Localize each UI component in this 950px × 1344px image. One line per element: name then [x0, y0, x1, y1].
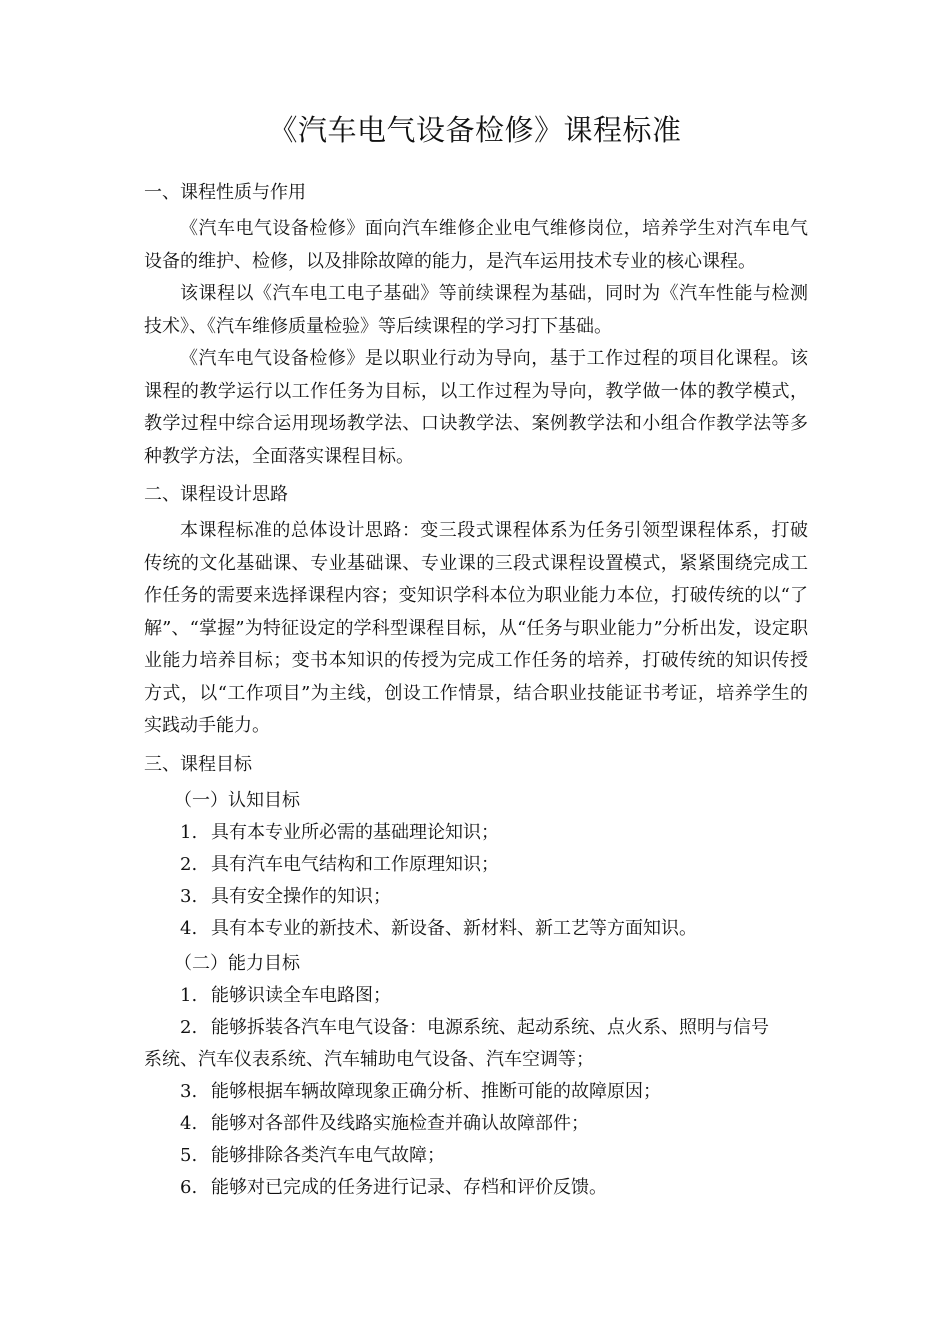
list-text: 具有汽车电气结构和工作原理知识；: [211, 853, 499, 875]
list-text: 能够识读全车电路图；: [211, 984, 391, 1006]
document-body: [144, 171, 808, 1204]
list-text: 具有本专业所必需的基础理论知识；: [211, 821, 499, 843]
subsection-heading-cognitive: （一）认知目标: [174, 789, 300, 811]
list-number: 2.: [180, 1016, 198, 1038]
section-heading-3: 三、课程目标: [144, 753, 252, 775]
list-item: [144, 1140, 808, 1172]
list-number: 4.: [180, 917, 198, 939]
list-item: [144, 1012, 808, 1044]
list-item: [144, 849, 808, 881]
list-item: [144, 1108, 808, 1140]
paragraph: 《汽车电气设备检修》面向汽车维修企业电气维修岗位，培养学生对汽车电气设备的维护、检修，以及排除故障的能力，是汽车运用技术专业的核心课程。: [144, 218, 808, 272]
document-title: 《汽车电气设备检修》课程标准: [268, 113, 682, 147]
list-number: 1.: [180, 821, 198, 843]
list-item: [144, 817, 808, 849]
list-number: 1.: [180, 984, 198, 1006]
list-text: 能够对各部件及线路实施检查并确认故障部件；: [211, 1112, 589, 1134]
list-item: [144, 881, 808, 913]
list-number: 5.: [180, 1144, 198, 1166]
list-number: 2.: [180, 853, 198, 875]
list-text: 具有本专业的新技术、新设备、新材料、新工艺等方面知识。: [211, 917, 697, 939]
paragraph: 《汽车电气设备检修》是以职业行动为导向，基于工作过程的项目化课程。该课程的教学运行以工作任务为目标，以工作过程为导向，教学做一体的教学模式，教学过程中综合运用现场教学法、口诀教学法、案例教学法和小组合作教学法等多种教学方法，全面落实课程目标。: [144, 348, 808, 467]
section-heading-1: 一、课程性质与作用: [144, 182, 306, 203]
paragraph: 本课程标准的总体设计思路：变三段式课程体系为任务引领型课程体系，打破传统的文化基础课、专业基础课、专业课的三段式课程设置模式，紧紧围绕完成工作任务的需要来选择课程内容；变知识学科本位为职业能力本位，打破传统的以“了解”、“掌握”为特征设定的学科型课程目标，从“任务与职业能力”分析出发，设定职业能力培养目标；变书本知识的传授为完成工作任务的培养，打破传统的知识传授方式，以“工作项目”为主线，创设工作情景，结合职业技能证书考证，培养学生的实践动手能力。: [144, 520, 808, 736]
list-text: 能够排除各类汽车电气故障；: [211, 1144, 445, 1166]
list-number: 3.: [180, 885, 198, 907]
paragraph: 该课程以《汽车电工电子基础》等前续课程为基础，同时为《汽车性能与检测技术》、《汽车维修质量检验》等后续课程的学习打下基础。: [144, 283, 808, 337]
list-item-continuation: 系统、汽车仪表系统、汽车辅助电气设备、汽车空调等；: [144, 1048, 594, 1070]
subsection-heading-ability: （二）能力目标: [174, 952, 300, 974]
list-item: [144, 1076, 808, 1108]
list-number: 3.: [180, 1080, 198, 1102]
list-text: 能够根据车辆故障现象正确分析、推断可能的故障原因；: [211, 1080, 661, 1102]
list-text: 具有安全操作的知识；: [211, 885, 391, 907]
section-heading-2: 二、课程设计思路: [144, 484, 288, 505]
list-number: 4.: [180, 1112, 198, 1134]
list-item: [144, 1172, 808, 1204]
list-item: [144, 980, 808, 1012]
list-text: 能够拆装各汽车电气设备：电源系统、起动系统、点火系、照明与信号: [211, 1016, 769, 1038]
list-number: 6.: [180, 1176, 198, 1198]
list-text: 能够对已完成的任务进行记录、存档和评价反馈。: [211, 1176, 607, 1198]
list-item: [144, 913, 808, 945]
